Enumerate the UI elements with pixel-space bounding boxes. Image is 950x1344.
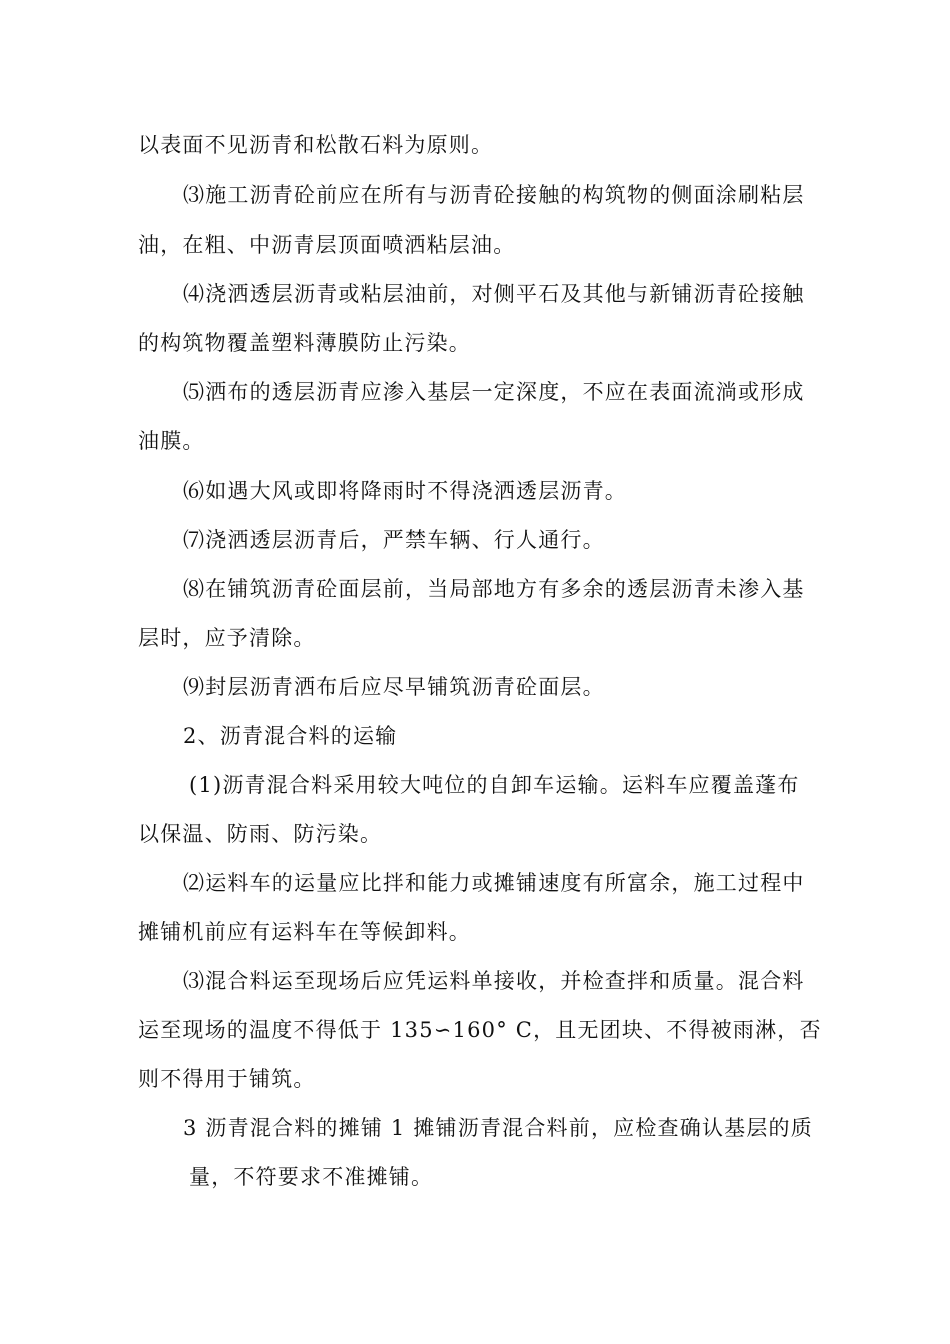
- text-line: (1)沥青混合料采用较大吨位的自卸车运输。运料车应覆盖蓬布: [189, 773, 800, 797]
- text-line: 以保温、防雨、防污染。: [138, 822, 383, 846]
- text-line: 油，在粗、中沥青层顶面喷洒粘层油。: [138, 233, 516, 257]
- text-line: ⑷浇洒透层沥青或粘层油前，对侧平石及其他与新铺沥青砼接触: [183, 282, 805, 306]
- section-heading: 3 沥青混合料的摊铺 1 摊铺沥青混合料前，应检查确认基层的质: [183, 1116, 813, 1140]
- text-line: 以表面不见沥青和松散石料为原则。: [138, 133, 494, 157]
- text-line: 量，不符要求不准摊铺。: [189, 1165, 434, 1189]
- section-heading: 2、沥青混合料的运输: [183, 724, 398, 748]
- text-line: 层时，应予清除。: [138, 626, 316, 650]
- text-line: 的构筑物覆盖塑料薄膜防止污染。: [138, 331, 471, 355]
- text-line: 摊铺机前应有运料车在等候卸料。: [138, 920, 471, 944]
- text-line: ⑼封层沥青洒布后应尽早铺筑沥青砼面层。: [183, 675, 605, 699]
- text-line: ⑶混合料运至现场后应凭运料单接收，并检查拌和质量。混合料: [183, 969, 805, 993]
- text-line: ⑹如遇大风或即将降雨时不得浇洒透层沥青。: [183, 479, 627, 503]
- text-line: 则不得用于铺筑。: [138, 1067, 316, 1091]
- text-line: ⑺浇洒透层沥青后，严禁车辆、行人通行。: [183, 528, 605, 552]
- text-line: 油膜。: [138, 429, 205, 453]
- text-line: ⑵运料车的运量应比拌和能力或摊铺速度有所富余，施工过程中: [183, 871, 805, 895]
- text-line: ⑻在铺筑沥青砼面层前，当局部地方有多余的透层沥青未渗入基: [183, 577, 805, 601]
- text-line: ⑸洒布的透层沥青应渗入基层一定深度，不应在表面流淌或形成: [183, 380, 805, 404]
- text-line: 运至现场的温度不得低于 135∽160° C，且无团块、不得被雨淋，否: [138, 1018, 822, 1042]
- text-line: ⑶施工沥青砼前应在所有与沥青砼接触的构筑物的侧面涂刷粘层: [183, 183, 805, 207]
